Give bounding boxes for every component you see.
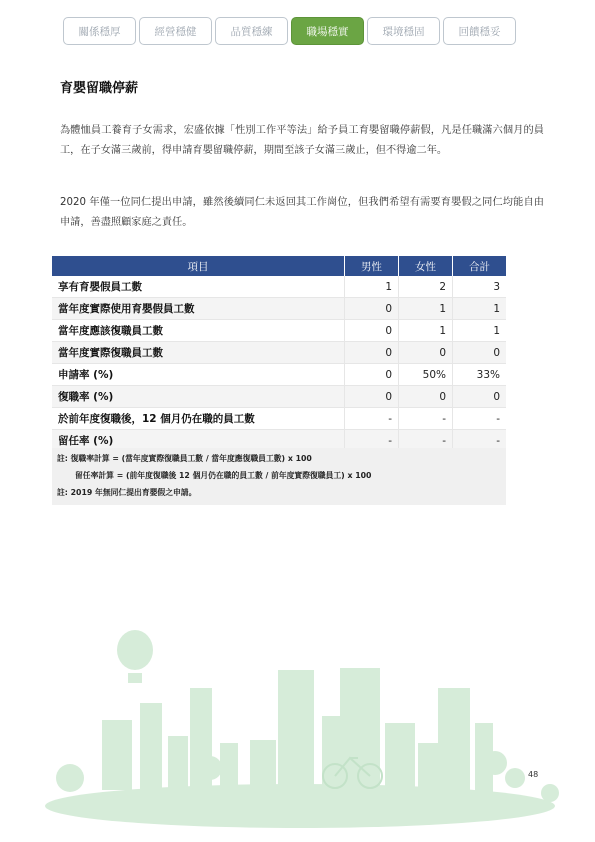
cell-female: 0 — [399, 386, 453, 408]
table-row — [52, 364, 506, 386]
cell-total: 0 — [453, 386, 507, 408]
table-row — [52, 320, 506, 342]
parental-leave-table — [52, 256, 506, 452]
row-label: 享有育嬰假員工數 — [52, 276, 345, 298]
cell-female: - — [399, 430, 453, 452]
header-total: 合計 — [453, 256, 507, 276]
cell-female: 2 — [399, 276, 453, 298]
section-tabs — [63, 17, 516, 45]
intro-paragraph: 為體恤員工養育子女需求，宏盛依據「性別工作平等法」給予員工育嬰留職停薪假，凡是任職滿六個月的員工，在子女滿三歲前，得申請育嬰留職停薪，期間至該子女滿三歲止，但不得逾二年。 — [60, 125, 544, 156]
table-header-row — [52, 256, 506, 276]
row-label: 當年度實際復職員工數 — [52, 342, 345, 364]
note-retention-rate: 留任率計算 = (前年度復職後 12 個月仍在職的員工數 / 前年度實際復職員工) x 100 — [75, 471, 372, 480]
cell-male: 0 — [345, 298, 399, 320]
header-female: 女性 — [399, 256, 453, 276]
cell-male: 0 — [345, 386, 399, 408]
cell-total: 3 — [453, 276, 507, 298]
table-notes — [52, 448, 506, 505]
tab-quality[interactable]: 品質穩練 — [215, 17, 288, 45]
section-title: 育嬰留職停薪 — [60, 81, 139, 96]
row-label: 留任率 (%) — [52, 430, 345, 452]
cell-total: 0 — [453, 342, 507, 364]
city-skyline-illustration — [40, 628, 575, 833]
row-label: 復職率 (%) — [52, 386, 345, 408]
cell-female: 50% — [399, 364, 453, 386]
header-male: 男性 — [345, 256, 399, 276]
row-label: 於前年度復職後，12 個月仍在職的員工數 — [52, 408, 345, 430]
tab-workplace[interactable]: 職場穩實 — [291, 17, 364, 45]
cell-total: 1 — [453, 298, 507, 320]
table-row — [52, 342, 506, 364]
cell-total: 33% — [453, 364, 507, 386]
table-row — [52, 386, 506, 408]
cell-male: 1 — [345, 276, 399, 298]
row-label: 當年度實際使用育嬰假員工數 — [52, 298, 345, 320]
table-row — [52, 276, 506, 298]
note-2019: 註: 2019 年無同仁提出育嬰假之申請。 — [57, 488, 197, 497]
cell-female: 0 — [399, 342, 453, 364]
cell-male: 0 — [345, 320, 399, 342]
cell-male: 0 — [345, 364, 399, 386]
tab-community[interactable]: 回饋穩妥 — [443, 17, 516, 45]
cell-male: - — [345, 408, 399, 430]
cell-total: - — [453, 408, 507, 430]
page-number: 48 — [528, 770, 539, 779]
row-label: 當年度應該復職員工數 — [52, 320, 345, 342]
row-label: 申請率 (%) — [52, 364, 345, 386]
cell-male: 0 — [345, 342, 399, 364]
note-return-rate: 註: 復職率計算 = (當年度實際復職員工數 / 當年度應復職員工數) x 100 — [57, 454, 312, 463]
table-row — [52, 408, 506, 430]
status-paragraph: 2020 年僅一位同仁提出申請，雖然後續同仁未返回其工作崗位，但我們希望有需要育嬰假之同仁均能自由申請，善盡照顧家庭之責任。 — [60, 197, 544, 228]
cell-total: 1 — [453, 320, 507, 342]
header-item: 項目 — [52, 256, 345, 276]
tab-environment[interactable]: 環境穩固 — [367, 17, 440, 45]
cell-female: - — [399, 408, 453, 430]
tab-relations[interactable]: 關係穩厚 — [63, 17, 136, 45]
cell-male: - — [345, 430, 399, 452]
cell-female: 1 — [399, 298, 453, 320]
tab-operations[interactable]: 經營穩健 — [139, 17, 212, 45]
cell-total: - — [453, 430, 507, 452]
cell-female: 1 — [399, 320, 453, 342]
table-row — [52, 298, 506, 320]
